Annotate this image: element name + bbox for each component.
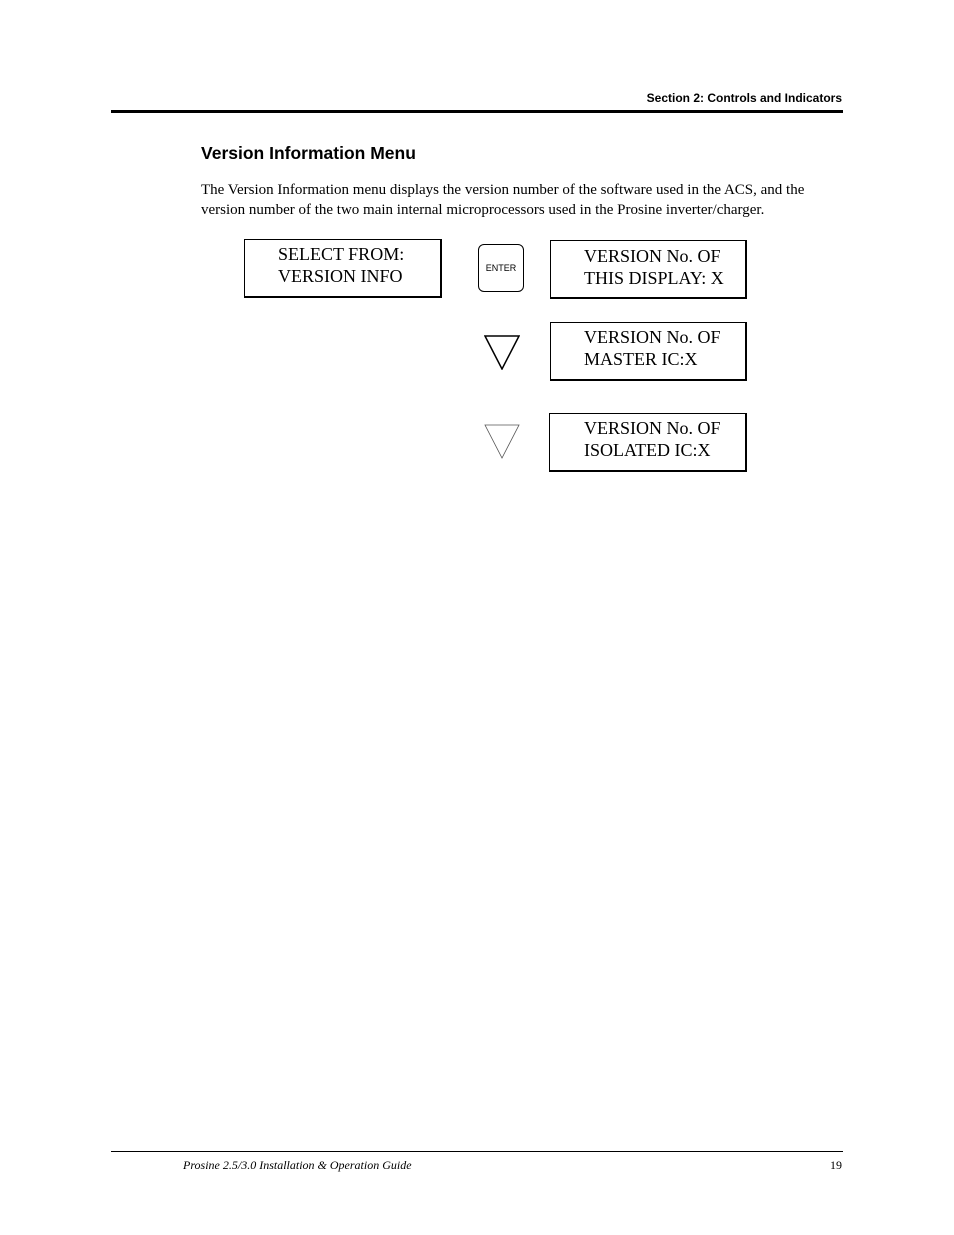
display-line-1: VERSION No. OF xyxy=(584,418,721,438)
display-line-2: THIS DISPLAY: X xyxy=(584,268,724,288)
select-version-info-display xyxy=(244,239,442,298)
intro-paragraph: The Version Information menu displays the version number of the software used in the ACS, and the version number of the two main internal microprocessors used in the Prosine inverter/charger. xyxy=(201,182,805,218)
section-title: Section 2: Controls and Indicators xyxy=(646,91,842,105)
enter-button[interactable]: ENTER xyxy=(478,244,524,292)
display-line-1: SELECT FROM: xyxy=(278,244,405,264)
page-heading: Version Information Menu xyxy=(201,143,416,163)
display-version-display xyxy=(550,240,747,299)
isolated-ic-version-display xyxy=(549,413,747,472)
triangle-down-icon[interactable] xyxy=(484,334,520,370)
display-line-2: VERSION INFO xyxy=(278,266,403,286)
master-ic-version-display xyxy=(550,322,747,381)
footer-rule xyxy=(111,1151,843,1152)
display-line-2: ISOLATED IC:X xyxy=(584,440,711,460)
header-rule xyxy=(111,110,843,113)
page-number: 19 xyxy=(830,1158,842,1172)
triangle-down-icon[interactable] xyxy=(484,423,520,459)
display-line-1: VERSION No. OF xyxy=(584,246,721,266)
display-line-2: MASTER IC:X xyxy=(584,349,698,369)
display-line-1: VERSION No. OF xyxy=(584,327,721,347)
footer-title: Prosine 2.5/3.0 Installation & Operation Guide xyxy=(183,1158,412,1172)
